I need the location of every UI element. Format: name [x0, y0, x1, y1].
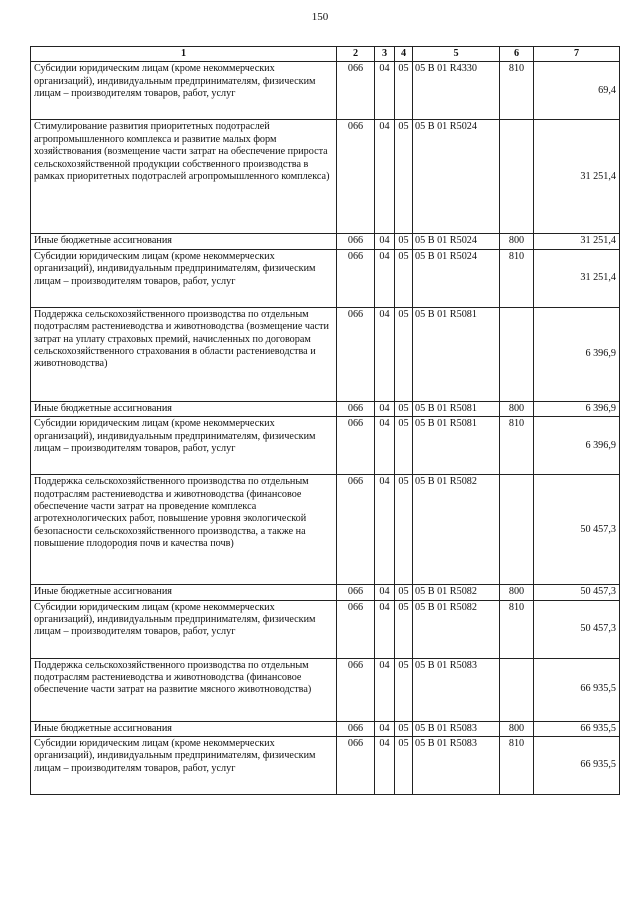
row-subsection-code: 05 — [395, 475, 413, 585]
row-section-code: 04 — [375, 234, 395, 249]
table-header-row — [31, 47, 620, 62]
row-ministry-code: 066 — [337, 120, 375, 234]
row-target-article-code: 05 В 01 R5083 — [413, 737, 500, 795]
row-target-article-code: 05 В 01 R5083 — [413, 721, 500, 736]
row-ministry-code: 066 — [337, 585, 375, 600]
table-row — [31, 475, 620, 585]
row-expense-type-code: 800 — [500, 585, 534, 600]
row-amount: 50 457,3 — [534, 475, 620, 585]
row-target-article-code: 05 В 01 R5082 — [413, 600, 500, 658]
row-section-code: 04 — [375, 120, 395, 234]
row-target-article-code: 05 В 01 R4330 — [413, 62, 500, 120]
row-description: Стимулирование развития приоритетных подотраслей агропромышленного комплекса и развитие малых форм хозяйствования (возмещение части затрат на обеспечение прироста сельскохозяйственной продукции собственного производства в рамках приоритетных подотраслей агропромышленного комплекса) — [31, 120, 337, 234]
row-target-article-code: 05 В 01 R5081 — [413, 307, 500, 401]
row-amount: 66 935,5 — [534, 658, 620, 721]
row-target-article-code: 05 В 01 R5024 — [413, 120, 500, 234]
row-ministry-code: 066 — [337, 600, 375, 658]
row-subsection-code: 05 — [395, 249, 413, 307]
row-expense-type-code: 810 — [500, 417, 534, 475]
row-description: Поддержка сельскохозяйственного производства по отдельным подотраслям растениеводства и животноводства (финансовое обеспечение части затрат на проведение комплекса агротехнологических работ, повышение уровня экологической безопасности сельскохозяйственного производства, а также на повышение плодородия почв и качества почв) — [31, 475, 337, 585]
row-target-article-code: 05 В 01 R5081 — [413, 417, 500, 475]
row-subsection-code: 05 — [395, 737, 413, 795]
row-expense-type-code — [500, 658, 534, 721]
column-header-section: 3 — [375, 47, 395, 62]
table-row — [31, 62, 620, 120]
row-ministry-code: 066 — [337, 737, 375, 795]
row-subsection-code: 05 — [395, 120, 413, 234]
row-description: Иные бюджетные ассигнования — [31, 234, 337, 249]
row-ministry-code: 066 — [337, 249, 375, 307]
row-description: Субсидии юридическим лицам (кроме некоммерческих организаций), индивидуальным предпринимателям, физическим лицам – производителям товаров, работ, услуг — [31, 417, 337, 475]
row-expense-type-code: 800 — [500, 234, 534, 249]
row-description: Субсидии юридическим лицам (кроме некоммерческих организаций), индивидуальным предпринимателям, физическим лицам – производителям товаров, работ, услуг — [31, 737, 337, 795]
table-row — [31, 120, 620, 234]
row-ministry-code: 066 — [337, 401, 375, 416]
row-subsection-code: 05 — [395, 600, 413, 658]
row-description: Поддержка сельскохозяйственного производства по отдельным подотраслям растениеводства и животноводства (финансовое обеспечение части затрат на развитие мясного животноводства) — [31, 658, 337, 721]
table-row — [31, 307, 620, 401]
row-amount: 69,4 — [534, 62, 620, 120]
table-row — [31, 234, 620, 249]
row-expense-type-code: 810 — [500, 737, 534, 795]
row-amount: 31 251,4 — [534, 120, 620, 234]
row-subsection-code: 05 — [395, 62, 413, 120]
column-header-expense-type: 6 — [500, 47, 534, 62]
table-row — [31, 658, 620, 721]
table-row — [31, 401, 620, 416]
row-amount: 50 457,3 — [534, 585, 620, 600]
row-description: Иные бюджетные ассигнования — [31, 585, 337, 600]
column-header-target-article: 5 — [413, 47, 500, 62]
page-number: 150 — [311, 11, 329, 23]
column-header-amount: 7 — [534, 47, 620, 62]
row-section-code: 04 — [375, 737, 395, 795]
budget-table — [30, 46, 620, 795]
row-description: Субсидии юридическим лицам (кроме некоммерческих организаций), индивидуальным предпринимателям, физическим лицам – производителям товаров, работ, услуг — [31, 62, 337, 120]
row-ministry-code: 066 — [337, 475, 375, 585]
row-target-article-code: 05 В 01 R5083 — [413, 658, 500, 721]
row-subsection-code: 05 — [395, 721, 413, 736]
row-subsection-code: 05 — [395, 585, 413, 600]
row-ministry-code: 066 — [337, 658, 375, 721]
row-ministry-code: 066 — [337, 307, 375, 401]
row-section-code: 04 — [375, 401, 395, 416]
row-subsection-code: 05 — [395, 417, 413, 475]
row-section-code: 04 — [375, 62, 395, 120]
row-section-code: 04 — [375, 721, 395, 736]
table-row — [31, 737, 620, 795]
row-amount: 66 935,5 — [534, 737, 620, 795]
row-description: Поддержка сельскохозяйственного производства по отдельным подотраслям растениеводства и животноводства (возмещение части затрат на уплату страховых премий, начисленных по договорам сельскохозяйственного страхования в области растениеводства и животноводства) — [31, 307, 337, 401]
row-expense-type-code: 810 — [500, 249, 534, 307]
table-row — [31, 249, 620, 307]
row-subsection-code: 05 — [395, 307, 413, 401]
row-amount: 31 251,4 — [534, 249, 620, 307]
row-target-article-code: 05 В 01 R5082 — [413, 585, 500, 600]
row-amount: 6 396,9 — [534, 417, 620, 475]
column-header-description: 1 — [31, 47, 337, 62]
column-header-subsection: 4 — [395, 47, 413, 62]
row-section-code: 04 — [375, 417, 395, 475]
row-ministry-code: 066 — [337, 62, 375, 120]
table-row — [31, 600, 620, 658]
row-expense-type-code — [500, 475, 534, 585]
row-description: Иные бюджетные ассигнования — [31, 401, 337, 416]
table-row — [31, 585, 620, 600]
table-row — [31, 721, 620, 736]
row-section-code: 04 — [375, 600, 395, 658]
row-target-article-code: 05 В 01 R5024 — [413, 234, 500, 249]
row-target-article-code: 05 В 01 R5024 — [413, 249, 500, 307]
row-subsection-code: 05 — [395, 401, 413, 416]
column-header-ministry: 2 — [337, 47, 375, 62]
row-amount: 6 396,9 — [534, 401, 620, 416]
row-section-code: 04 — [375, 585, 395, 600]
row-target-article-code: 05 В 01 R5082 — [413, 475, 500, 585]
row-amount: 31 251,4 — [534, 234, 620, 249]
row-expense-type-code: 810 — [500, 62, 534, 120]
row-target-article-code: 05 В 01 R5081 — [413, 401, 500, 416]
row-section-code: 04 — [375, 307, 395, 401]
row-expense-type-code — [500, 120, 534, 234]
row-description: Субсидии юридическим лицам (кроме некоммерческих организаций), индивидуальным предпринимателям, физическим лицам – производителям товаров, работ, услуг — [31, 600, 337, 658]
row-expense-type-code: 800 — [500, 721, 534, 736]
row-section-code: 04 — [375, 475, 395, 585]
row-section-code: 04 — [375, 658, 395, 721]
row-amount: 66 935,5 — [534, 721, 620, 736]
row-subsection-code: 05 — [395, 658, 413, 721]
row-description: Субсидии юридическим лицам (кроме некоммерческих организаций), индивидуальным предпринимателям, физическим лицам – производителям товаров, работ, услуг — [31, 249, 337, 307]
row-amount: 6 396,9 — [534, 307, 620, 401]
row-ministry-code: 066 — [337, 417, 375, 475]
row-ministry-code: 066 — [337, 234, 375, 249]
row-expense-type-code — [500, 307, 534, 401]
row-subsection-code: 05 — [395, 234, 413, 249]
row-section-code: 04 — [375, 249, 395, 307]
row-amount: 50 457,3 — [534, 600, 620, 658]
row-ministry-code: 066 — [337, 721, 375, 736]
row-description: Иные бюджетные ассигнования — [31, 721, 337, 736]
table-row — [31, 417, 620, 475]
row-expense-type-code: 810 — [500, 600, 534, 658]
row-expense-type-code: 800 — [500, 401, 534, 416]
